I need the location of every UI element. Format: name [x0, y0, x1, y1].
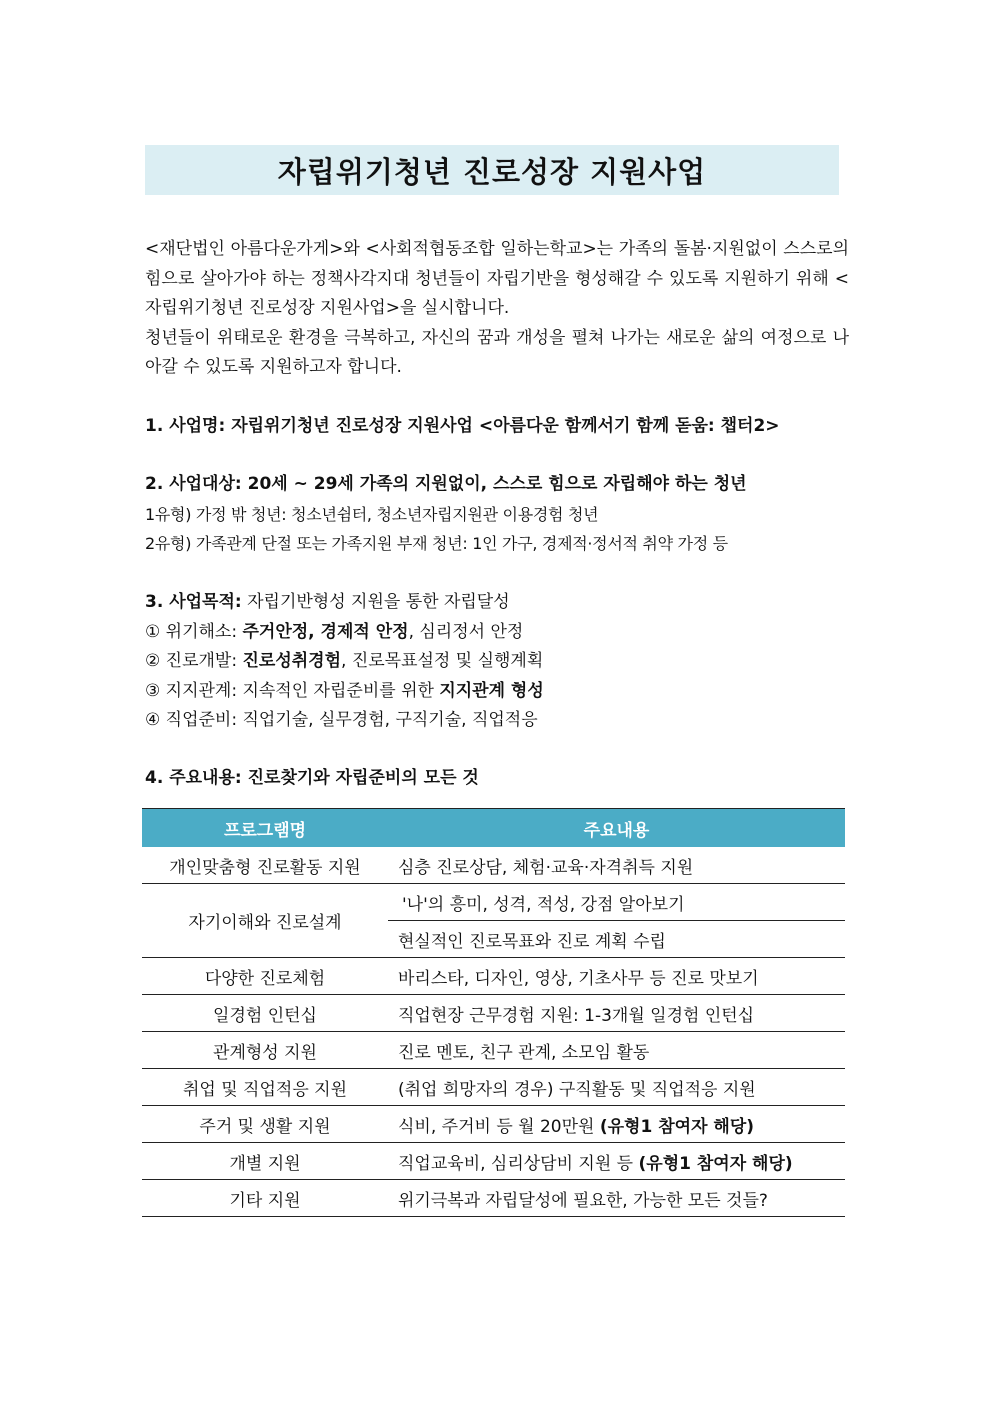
intro-paragraph: 청년들이 위태로운 환경을 극복하고, 자신의 꿈과 개성을 펼쳐 나가는 새로운 삶의 여정으로 나아갈 수 있도록 지원하고자 합니다.	[145, 327, 849, 377]
purpose-item	[145, 618, 855, 648]
program-content	[388, 1143, 845, 1180]
purpose-item-text: , 심리정서 안정	[408, 621, 524, 642]
purpose-item-text: ④ 직업준비: 직업기술, 실무경험, 구직기술, 직업적응	[145, 710, 538, 730]
table-row	[142, 958, 845, 995]
program-name: 개별 지원	[142, 1143, 388, 1180]
program-content-note: (유형1 참여자 해당)	[638, 1153, 793, 1174]
program-name: 취업 및 직업적응 지원	[142, 1069, 388, 1106]
table-row	[142, 884, 845, 921]
section-2-heading: 2. 사업대상: 20세 ~ 29세 가족의 지원없이, 스스로 힘으로 자립해야 하는 청년	[145, 474, 747, 494]
table-row	[142, 847, 845, 884]
purpose-item-text: ② 진로개발:	[145, 651, 243, 671]
purpose-item-text: , 진로목표설정 및 실행계획	[341, 651, 544, 671]
program-name: 자기이해와 진로설계	[142, 884, 388, 958]
section-3	[145, 588, 855, 736]
section-3-label: 3. 사업목적:	[145, 592, 242, 612]
section-2-type1: 1유형) 가정 밖 청년: 청소년쉼터, 청소년자립지원관 이용경험 청년	[145, 504, 599, 524]
section-2	[145, 470, 855, 559]
purpose-item-bold: 지지관계 형성	[439, 680, 544, 701]
purpose-item	[145, 677, 855, 707]
intro-text	[145, 235, 849, 383]
section-3-heading	[145, 588, 855, 618]
program-name: 기타 지원	[142, 1180, 388, 1217]
column-header-program: 프로그램명	[142, 809, 388, 848]
program-content: '나'의 흥미, 성격, 적성, 강점 알아보기	[388, 884, 845, 921]
table-row	[142, 1032, 845, 1069]
program-content-note: (유형1 참여자 해당)	[599, 1116, 755, 1137]
purpose-item	[145, 706, 855, 736]
section-1-heading: 1. 사업명: 자립위기청년 진로성장 지원사업 <아름다운 함께서기 함께 돋움: 챕터2>	[145, 416, 780, 436]
purpose-item-bold: 주거안정, 경제적 안정	[242, 621, 409, 642]
program-content: 현실적인 진로목표와 진로 계획 수립	[388, 921, 845, 958]
program-content: 바리스타, 디자인, 영상, 기초사무 등 진로 맛보기	[388, 958, 845, 995]
program-name: 다양한 진로체험	[142, 958, 388, 995]
program-name: 관계형성 지원	[142, 1032, 388, 1069]
purpose-item-text: ③ 지지관계: 지속적인 자립준비를 위한	[145, 680, 440, 701]
purpose-item	[145, 647, 855, 677]
table-header-row	[142, 809, 845, 848]
column-header-content: 주요내용	[388, 809, 845, 848]
program-content: 심층 진로상담, 체험·교육·자격취득 지원	[388, 847, 845, 884]
program-name: 주거 및 생활 지원	[142, 1106, 388, 1143]
table-row	[142, 995, 845, 1032]
program-table	[142, 808, 845, 1217]
table-row	[142, 1106, 845, 1143]
program-name: 일경험 인턴십	[142, 995, 388, 1032]
program-name: 개인맞춤형 진로활동 지원	[142, 847, 388, 884]
program-content: 진로 멘토, 친구 관계, 소모임 활동	[388, 1032, 845, 1069]
section-1	[145, 412, 855, 442]
page-title: 자립위기청년 진로성장 지원사업	[277, 154, 707, 189]
table-row	[142, 1143, 845, 1180]
section-2-type2: 2유형) 가족관계 단절 또는 가족지원 부재 청년: 1인 가구, 경제적·정서적 취약 가정 등	[145, 534, 728, 553]
program-content: (취업 희망자의 경우) 구직활동 및 직업적응 지원	[388, 1069, 845, 1106]
purpose-item-text: ① 위기해소:	[145, 621, 243, 642]
table-row	[142, 1069, 845, 1106]
section-3-text: 자립기반형성 지원을 통한 자립달성	[241, 592, 510, 612]
purpose-item-bold: 진로성취경험	[242, 651, 342, 671]
program-content-text: 식비, 주거비 등 월 20만원	[398, 1116, 600, 1137]
intro-paragraph: <재단법인 아름다운가게>와 <사회적협동조합 일하는학교>는 가족의 돌봄·지원없이 스스로의 힘으로 살아가야 하는 정책사각지대 청년들이 자립기반을 형성해갈 수 있도록 지원하기 위해 <자립위기청년 진로성장 지원사업>을 실시합니다.	[145, 239, 849, 318]
program-content: 위기극복과 자립달성에 필요한, 가능한 모든 것들?	[388, 1180, 845, 1217]
table-row	[142, 1180, 845, 1217]
program-content-text: 직업교육비, 심리상담비 지원 등	[398, 1153, 639, 1174]
program-content	[388, 1106, 845, 1143]
section-4-heading: 4. 주요내용: 진로찾기와 자립준비의 모든 것	[145, 768, 479, 788]
title-banner	[145, 145, 839, 195]
program-content: 직업현장 근무경험 지원: 1-3개월 일경험 인턴십	[388, 995, 845, 1032]
section-4	[145, 764, 855, 794]
